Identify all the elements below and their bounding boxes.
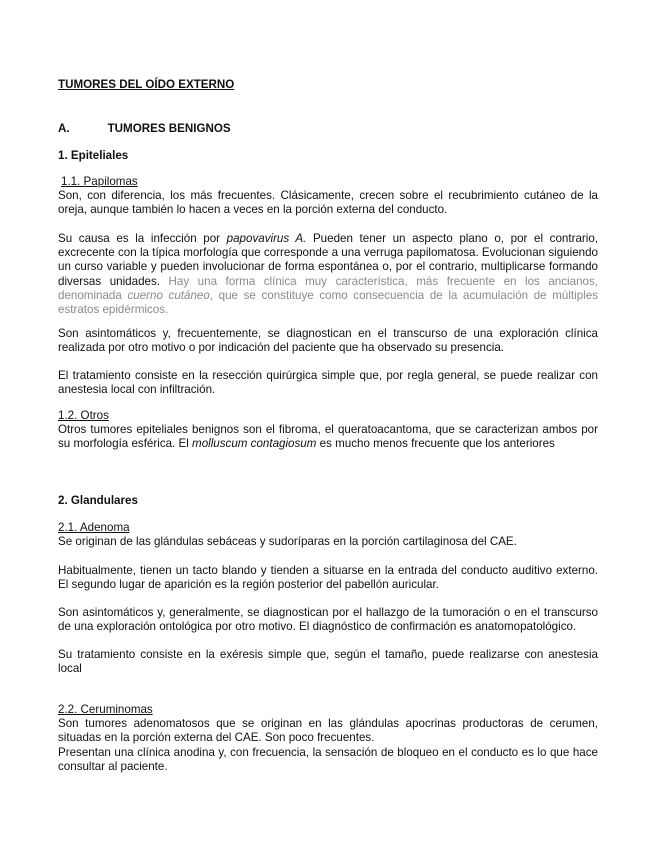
otros-text-b: es mucho menos frecuente que los anteriores [316, 437, 555, 451]
document-title: TUMORES DEL OÍDO EXTERNO [58, 78, 235, 91]
adenoma-heading: 2.1. Adenoma [58, 521, 130, 534]
p2-virus-term: papovavirus A. [226, 232, 307, 245]
otros-section [58, 409, 598, 452]
otros-heading: 1.2. Otros [58, 409, 109, 422]
section-a-letter: A. [58, 122, 70, 135]
adenoma-section [58, 521, 598, 549]
papilomas-paragraph-2 [58, 232, 598, 317]
adenoma-paragraph-4: Su tratamiento consiste en la exéresis simple que, según el tamaño, puede realizarse con anestesia local [58, 648, 598, 676]
p2-text-a: Su causa es la infección por [58, 232, 227, 245]
p2-grey-b: , que se constituye como consecuencia de la acumulación de múltiples estratos epidérmicos. [58, 288, 598, 317]
ceruminomas-paragraph-1: Son tumores adenomatosos que se originan en las glándulas apocrinas productoras de cerumen, situadas en la porción externa del CAE. Son poco frecuentes. [58, 717, 598, 745]
papilomas-paragraph-3: Son asintomáticos y, frecuentemente, se diagnostican en el transcurso de una exploración clínica realizada por otro motivo o por indicación del paciente que ha observado su presencia. [58, 327, 598, 355]
glandulares-heading: 2. Glandulares [58, 494, 138, 507]
ceruminomas-section [58, 703, 598, 774]
p2-grey-term: cuerno cutáneo [127, 288, 210, 302]
section-a-label: TUMORES BENIGNOS [107, 122, 231, 135]
adenoma-paragraph-3: Son asintomáticos y, generalmente, se diagnostican por el hallazgo de la tumoración o en el transcurso de una exploración ontológica por otro motivo. El diagnóstico de confirmación es anatomopatológico. [58, 606, 598, 634]
papilomas-paragraph-4: El tratamiento consiste en la resección quirúrgica simple que, por regla general, se puede realizar con anestesia local con infiltración. [58, 369, 598, 397]
ceruminomas-heading: 2.2. Ceruminomas [58, 703, 153, 716]
ceruminomas-paragraph-2: Presentan una clínica anodina y, con frecuencia, la sensación de bloqueo en el conducto es lo que hace consultar al paciente. [58, 745, 598, 773]
papilomas-section [58, 175, 598, 218]
otros-text-a: Otros tumores epiteliales benignos son el fibroma, el queratoacantoma, que se caracterizan ambos por su morfología esférica. El [58, 423, 598, 451]
section-a-heading [58, 122, 598, 136]
adenoma-paragraph-1: Se originan de las glándulas sebáceas y sudoríparas en la porción cartilaginosa del CAE. [58, 535, 517, 549]
papilomas-heading: 1.1. Papilomas [61, 175, 138, 188]
p2-text-b: Pueden tener un aspecto plano o, por el contrario, excrecente con la típica morfología que corresponde a una verruga papilomatosa. Evolucionan siguiendo un curso variable y pueden involucionar de forma espontánea o, por el contrario, multiplicarse formando diversas unidades. [58, 232, 598, 288]
otros-term: molluscum contagiosum [192, 437, 317, 451]
epiteliales-heading: 1. Epiteliales [58, 149, 129, 162]
adenoma-paragraph-2: Habitualmente, tienen un tacto blando y tienden a situarse en la entrada del conducto auditivo externo. El segundo lugar de aparición es la región posterior del pabellón auricular. [58, 564, 598, 592]
p2-grey-a: Hay una forma clínica muy característica, más frecuente en los ancianos, denominada [58, 274, 598, 302]
papilomas-paragraph-1: Son, con diferencia, los más frecuentes. Clásicamente, crecen sobre el recubrimiento cutáneo de la oreja, aunque también lo hacen a veces en la porción externa del conducto. [58, 189, 598, 217]
otros-paragraph [58, 423, 598, 451]
